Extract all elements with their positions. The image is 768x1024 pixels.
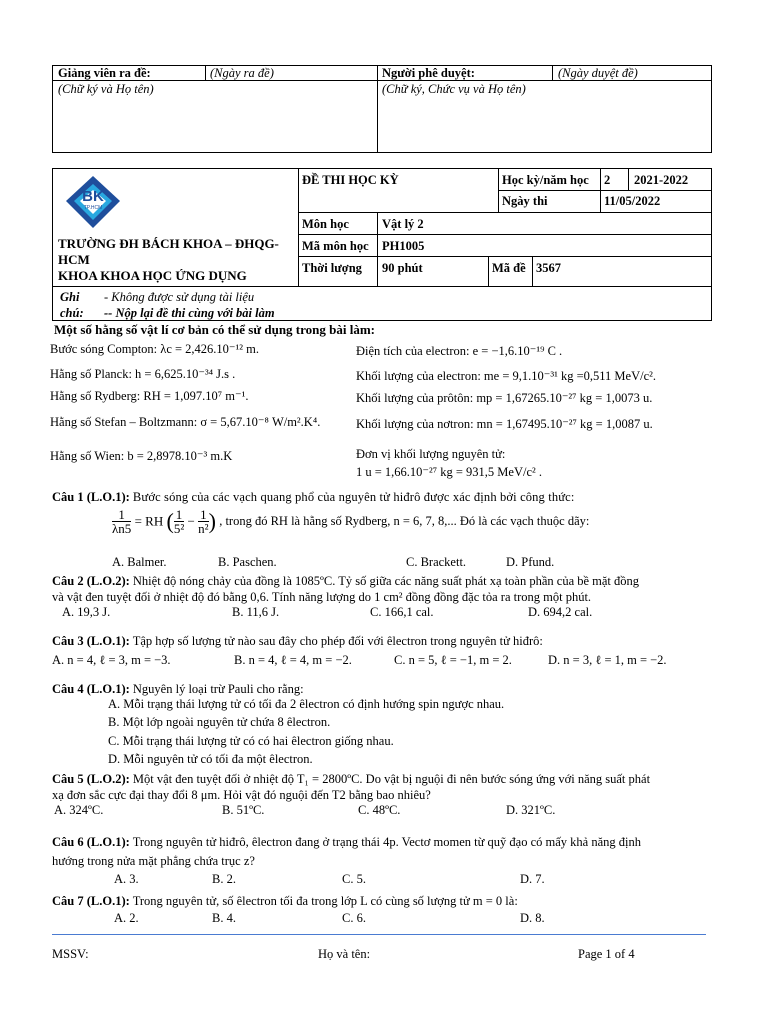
q5-option-c[interactable]: C. 48ºC. (358, 803, 401, 817)
constant-wien: Hằng số Wien: b = 2,8978.10⁻³ m.K (50, 449, 233, 463)
formula-lhs-den: λn5 (112, 521, 132, 536)
q1-option-b[interactable]: B. Paschen. (218, 555, 277, 569)
constant-amu-label: Đơn vị khối lượng nguyên tử: (356, 447, 506, 461)
formula-frac2-den: n² (198, 521, 209, 536)
exam-date-placeholder: (Ngày ra đề) (210, 66, 274, 80)
q1-option-a[interactable]: A. Balmer. (112, 555, 167, 569)
question-3 (52, 633, 543, 649)
footer-name: Họ và tên: (318, 947, 371, 961)
q6-option-c[interactable]: C. 5. (342, 872, 366, 886)
school-name-line2: HCM (58, 252, 90, 267)
question-7 (52, 893, 518, 909)
question-3-label: Câu 3 (L.O.1): (52, 634, 130, 648)
footer-mssv: MSSV: (52, 947, 89, 961)
question-4-label: Câu 4 (L.O.1): (52, 682, 130, 696)
q5-option-d[interactable]: D. 321ºC. (506, 803, 556, 817)
q3-option-c[interactable]: C. n = 5, ℓ = −1, m = 2. (394, 653, 512, 667)
q5-option-a[interactable]: A. 324ºC. (54, 803, 104, 817)
note-label-1: Ghi (60, 290, 80, 304)
subject-value: Vật lý 2 (382, 217, 424, 231)
bk-logo (62, 174, 124, 230)
footer-rule (52, 934, 706, 935)
q5-option-b[interactable]: B. 51ºC. (222, 803, 265, 817)
q7-option-c[interactable]: C. 6. (342, 911, 366, 925)
q4-option-b[interactable]: B. Một lớp ngoài nguyên tử chứa 8 êlectron. (108, 715, 331, 729)
constant-neutron-mass: Khối lượng của nơtron: mn = 1,67495.10⁻²⁷ kg = 1,0087 u. (356, 417, 653, 431)
formula-frac2-num: 1 (200, 507, 207, 522)
approver-signature: (Chữ ký, Chức vụ và Họ tên) (382, 82, 526, 96)
note-2: -- Nộp lại đề thi cùng với bài làm (104, 306, 275, 320)
constant-planck: Hằng số Planck: h = 6,625.10⁻³⁴ J.s . (50, 367, 236, 381)
approval-divider-v (377, 65, 378, 153)
question-1-tail: , trong đó RH là hằng số Rydberg, n = 6, 7, 8,... Đó là các vạch thuộc dãy: (219, 514, 590, 528)
question-2-label: Câu 2 (L.O.2): (52, 574, 130, 588)
constant-compton: Bước sóng Compton: λc = 2,426.10⁻¹² m. (50, 342, 259, 356)
note-1: - Không được sử dụng tài liệu (104, 290, 255, 304)
q1-option-d[interactable]: D. Pfund. (506, 555, 555, 569)
question-6-text1: Trong nguyên tử hiđrô, êlectron đang ở trạng thái 4p. Vectơ momen từ quỹ đạo có mấy khả năng định (132, 835, 641, 849)
q3-option-b[interactable]: B. n = 4, ℓ = 4, m = −2. (234, 653, 352, 667)
constant-rydberg: Hằng số Rydberg: RH = 1,097.10⁷ m⁻¹. (50, 389, 249, 403)
q7-option-a[interactable]: A. 2. (114, 911, 139, 925)
year-value: 2021-2022 (634, 173, 689, 187)
exam-code-value: 3567 (536, 261, 561, 275)
q3-option-d[interactable]: D. n = 3, ℓ = 1, m = −2. (548, 653, 667, 667)
note-label-2: chú: (60, 306, 84, 320)
q2-option-a[interactable]: A. 19,3 J. (62, 605, 111, 619)
constant-electron-mass: Khối lượng của electron: me = 9,1.10⁻³¹ kg =0,511 MeV/c². (356, 369, 657, 383)
date-value: 11/05/2022 (604, 194, 661, 208)
semester-label: Học kỳ/năm học (502, 173, 589, 187)
q4-option-a[interactable]: A. Mỗi trạng thái lượng tử có tối đa 2 êlectron có định hướng spin ngược nhau. (108, 697, 505, 711)
q1-option-c[interactable]: C. Brackett. (406, 555, 467, 569)
question-4-text: Nguyên lý loại trừ Pauli cho rằng: (132, 682, 304, 696)
date-label: Ngày thi (502, 194, 548, 208)
question-5-text2: xạ đơn sắc cực đại thay đổi 8 μm. Hỏi vật đó nguội đến T2 bằng bao nhiêu? (52, 788, 431, 802)
q2-option-c[interactable]: C. 166,1 cal. (370, 605, 434, 619)
formula-rh: = RH (134, 513, 164, 529)
q6-option-a[interactable]: A. 3. (114, 872, 139, 886)
course-code-value: PH1005 (382, 239, 425, 253)
question-7-text: Trong nguyên tử, số êlectron tối đa trong lớp L có cùng số lượng tử m = 0 là: (132, 894, 518, 908)
constant-proton-mass: Khối lượng của prôtôn: mp = 1,67265.10⁻²⁷ kg = 1,0073 u. (356, 391, 653, 405)
question-6-label: Câu 6 (L.O.1): (52, 835, 130, 849)
course-code-label: Mã môn học (302, 239, 369, 253)
lecturer-signature: (Chữ ký và Họ tên) (58, 82, 154, 96)
constants-heading: Một số hằng số vật lí cơ bản có thể sử dụng trong bài làm: (54, 322, 376, 337)
question-2-line1 (52, 573, 639, 589)
approver-label: Người phê duyệt: (382, 66, 475, 80)
q7-option-b[interactable]: B. 4. (212, 911, 236, 925)
duration-value: 90 phút (382, 261, 423, 275)
question-2-text2: và vật đen tuyệt đối ở nhiệt độ đó bằng 0,6. Tính năng lượng do 1 cm² đồng đồng đặc tỏa ra trong một phút. (52, 590, 592, 604)
q4-option-d[interactable]: D. Mỗi nguyên tử có tối đa một êlectron. (108, 752, 313, 766)
footer-page: Page 1 of 4 (578, 947, 635, 961)
duration-label: Thời lượng (302, 261, 362, 275)
question-2-text1: Nhiệt độ nóng chảy của đồng là 1085ºC. Tỷ số giữa các năng suất phát xạ toàn phần của bề mặt đồng (132, 574, 640, 588)
formula-lhs-num: 1 (112, 508, 131, 522)
semester-value: 2 (604, 173, 611, 187)
constant-stefan: Hằng số Stefan – Boltzmann: σ = 5,67.10⁻⁸ W/m².K⁴. (50, 415, 321, 429)
exam-code-label: Mã đề (492, 261, 526, 275)
q2-option-d[interactable]: D. 694,2 cal. (528, 605, 593, 619)
formula-frac1-den: 5² (173, 521, 185, 536)
constant-electron-charge: Điện tích của electron: e = −1,6.10⁻¹⁹ C . (356, 344, 563, 358)
logo-subtext: TP.HCM (83, 205, 103, 211)
question-5-text1: Một vật đen tuyệt đối ở nhiệt độ T₁ = 2800ºC. Do vật bị nguội đi nên bước sóng ứng với năng suất phát (132, 772, 651, 786)
exam-title: ĐỀ THI HỌC KỲ (302, 173, 399, 187)
q6-option-d[interactable]: D. 7. (520, 872, 545, 886)
formula-frac1-num: 1 (175, 507, 183, 522)
question-6-text2: hướng trong nửa mặt phẳng chứa trục z? (52, 854, 255, 868)
logo-text: BK (82, 188, 104, 205)
question-4 (52, 681, 304, 697)
q6-option-b[interactable]: B. 2. (212, 872, 236, 886)
constant-amu-value: 1 u = 1,66.10⁻²⁷ kg = 931,5 MeV/c² . (356, 465, 543, 479)
school-name-line1: TRƯỜNG ĐH BÁCH KHOA – ĐHQG- (58, 236, 279, 251)
question-5-line1 (52, 771, 650, 787)
q4-option-c[interactable]: C. Mỗi trạng thái lượng tử có có hai êlectron giống nhau. (108, 734, 394, 748)
question-6-line1 (52, 834, 641, 850)
question-5-label: Câu 5 (L.O.2): (52, 772, 130, 786)
question-3-text: Tập hợp số lượng tử nào sau đây cho phép đối với êlectron trong nguyên tử hiđrô: (132, 634, 543, 648)
faculty-name: KHOA KHOA HỌC ỨNG DỤNG (58, 268, 247, 283)
q2-option-b[interactable]: B. 11,6 J. (232, 605, 280, 619)
q7-option-d[interactable]: D. 8. (520, 911, 545, 925)
question-1 (52, 489, 712, 505)
lecturer-label: Giảng viên ra đề: (58, 66, 151, 80)
question-1-label: Câu 1 (L.O.1): (52, 490, 130, 504)
q3-option-a[interactable]: A. n = 4, ℓ = 3, m = −3. (52, 653, 171, 667)
question-1-text: Bước sóng của các vạch quang phổ của nguyên tử hiđrô được xác định bởi công thức: (132, 490, 575, 504)
subject-label: Môn học (302, 217, 349, 231)
approve-date-placeholder: (Ngày duyệt đề) (558, 66, 638, 80)
question-1-formula: $\frac{1}{\lambda n5}$ = RH ( $\frac{1}{\text{5²}}$ − $\frac{1}{\text{n²}}$ ) , trong đó RH là hằng số Rydberg, n = 6, 7, 8,... Đó là các vạch thuộc dãy: (112, 507, 590, 536)
question-7-label: Câu 7 (L.O.1): (52, 894, 130, 908)
